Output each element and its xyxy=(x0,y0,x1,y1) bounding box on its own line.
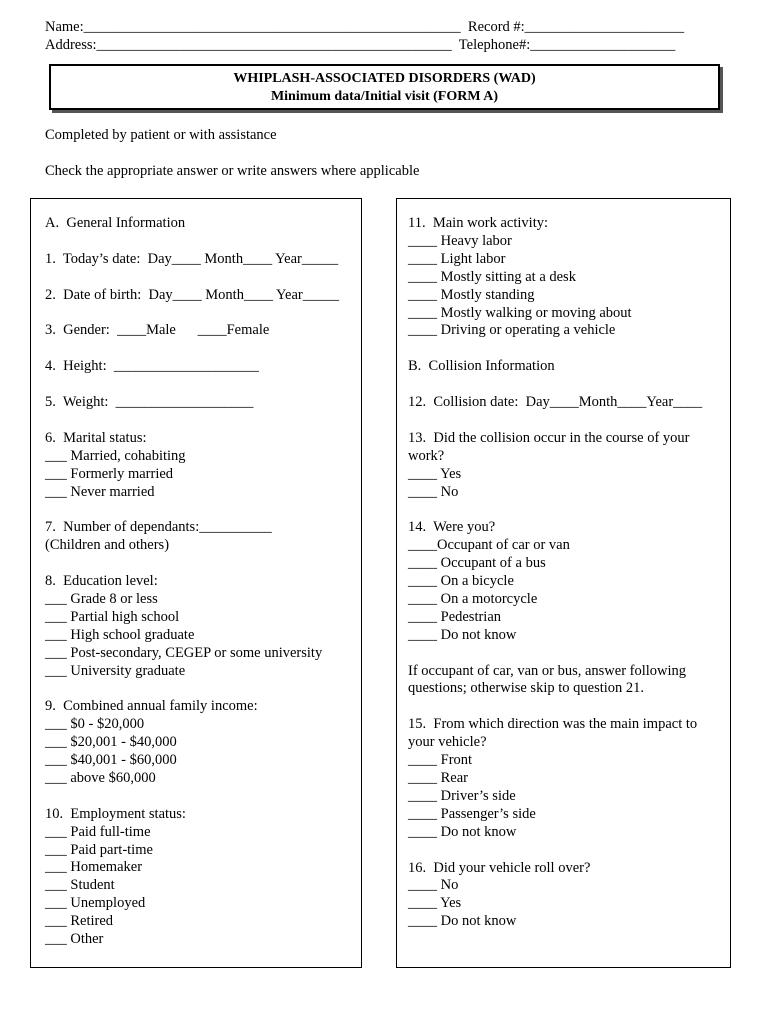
spacer xyxy=(45,788,361,806)
form-text-line: 10. Employment status: xyxy=(45,805,186,822)
form-text-line: 13. Did the collision occur in the course of your xyxy=(408,429,690,446)
form-text-line: 15. From which direction was the main impact to xyxy=(408,716,698,733)
form-field-line[interactable]: ____ Mostly sitting at a desk xyxy=(408,268,576,285)
form-field-line[interactable]: ___ Formerly married xyxy=(45,465,174,482)
form-field-line[interactable]: ____ Heavy labor xyxy=(408,232,512,249)
form-text-line: 16. Did your vehicle roll over? xyxy=(408,859,591,876)
form-field-line[interactable]: 1. Today’s date: Day____ Month____ Year_____ xyxy=(45,250,339,267)
form-field-line[interactable]: ____ Driver’s side xyxy=(408,787,516,804)
form-field-line[interactable]: 5. Weight: ___________________ xyxy=(45,393,254,410)
form-field-line[interactable]: ____ Mostly walking or moving about xyxy=(408,304,632,321)
form-title: WHIPLASH-ASSOCIATED DISORDERS (WAD) xyxy=(233,71,536,86)
form-field-line[interactable]: ___ Paid part-time xyxy=(45,841,153,858)
form-text-line: questions; otherwise skip to question 21. xyxy=(408,680,645,697)
form-field-line[interactable]: ____ On a bicycle xyxy=(408,573,514,590)
form-field-line[interactable]: ___ $40,001 - $60,000 xyxy=(45,752,177,769)
form-text-line: 14. Were you? xyxy=(408,519,496,536)
form-field-line[interactable]: ___ Post-secondary, CEGEP or some university xyxy=(45,644,323,661)
form-text-line: B. Collision Information xyxy=(408,358,555,375)
form-field-line[interactable]: ____ On a motorcycle xyxy=(408,590,538,607)
form-field-line[interactable]: ____Occupant of car or van xyxy=(408,537,570,554)
form-field-line[interactable]: ___ Married, cohabiting xyxy=(45,447,186,464)
spacer xyxy=(408,501,722,519)
form-field-line[interactable]: ____ Do not know xyxy=(408,913,517,930)
form-field-line[interactable]: 3. Gender: ____Male ____Female xyxy=(45,322,270,339)
form-field-line[interactable]: ___ Grade 8 or less xyxy=(45,590,158,607)
spacer xyxy=(45,233,361,251)
form-field-line[interactable]: 7. Number of dependants:__________ xyxy=(45,519,272,536)
form-field-line[interactable]: ___ Paid full-time xyxy=(45,823,151,840)
spacer xyxy=(45,555,361,573)
form-field-line[interactable]: ____ Light labor xyxy=(408,250,506,267)
form-subtitle: Minimum data/Initial visit (FORM A) xyxy=(270,89,499,104)
form-text-line: 11. Main work activity: xyxy=(408,215,549,231)
form-field-line[interactable]: ___ Homemaker xyxy=(45,859,143,876)
form-field-line[interactable]: ___ Never married xyxy=(45,483,155,500)
spacer xyxy=(45,501,361,519)
form-field-line[interactable]: 4. Height: ____________________ xyxy=(45,358,259,375)
form-field-line[interactable]: ___ Retired xyxy=(45,913,114,930)
left-column-panel xyxy=(30,198,362,968)
spacer xyxy=(408,340,722,358)
form-field-line[interactable]: ___ $0 - $20,000 xyxy=(45,716,145,733)
form-field-line[interactable]: ____ Do not know xyxy=(408,626,517,643)
spacer xyxy=(45,269,361,287)
form-field-line[interactable]: ____ Mostly standing xyxy=(408,286,535,303)
form-title-box xyxy=(49,64,720,110)
form-text-line: 8. Education level: xyxy=(45,573,158,589)
intro-completed-by: Completed by patient or with assistance xyxy=(45,127,277,143)
form-field-line[interactable]: 12. Collision date: Day____Month____Year____ xyxy=(408,394,703,411)
form-field-line[interactable]: ___ Partial high school xyxy=(45,608,180,625)
form-field-line[interactable]: ___ above $60,000 xyxy=(45,769,156,786)
form-text-line: (Children and others) xyxy=(45,537,170,554)
form-field-line[interactable]: ___ Unemployed xyxy=(45,895,146,912)
form-field-line[interactable]: ____ Front xyxy=(408,752,473,769)
form-field-line[interactable]: ____ Do not know xyxy=(408,823,517,840)
form-field-line[interactable]: ____ Rear xyxy=(408,770,468,786)
name-record-line[interactable]: Name:____________________________________________________ Record #:______________________ xyxy=(45,19,685,35)
form-field-line[interactable]: ___ Other xyxy=(45,931,104,948)
form-text-line: work? xyxy=(408,447,445,464)
spacer xyxy=(408,645,722,663)
form-text-line: 6. Marital status: xyxy=(45,429,147,446)
spacer xyxy=(45,376,361,394)
spacer xyxy=(408,842,722,860)
form-field-line[interactable]: ____ Passenger’s side xyxy=(408,805,536,822)
spacer xyxy=(45,305,361,323)
form-field-line[interactable]: ____ No xyxy=(408,483,459,500)
form-field-line[interactable]: ____ Driving or operating a vehicle xyxy=(408,322,616,339)
form-text-line: If occupant of car, van or bus, answer following xyxy=(408,662,687,679)
form-field-line[interactable]: ___ Student xyxy=(45,877,115,894)
spacer xyxy=(45,680,361,698)
form-field-line[interactable]: ____ Yes xyxy=(408,895,462,912)
form-field-line[interactable]: ___ $20,001 - $40,000 xyxy=(45,734,177,751)
form-field-line[interactable]: ___ University graduate xyxy=(45,662,186,679)
form-field-line[interactable]: ____ Yes xyxy=(408,465,462,482)
right-column-panel xyxy=(396,198,731,968)
form-text-line: 9. Combined annual family income: xyxy=(45,698,258,715)
spacer xyxy=(408,698,722,716)
spacer xyxy=(45,340,361,358)
form-text-line: your vehicle? xyxy=(408,734,487,751)
form-field-line[interactable]: 2. Date of birth: Day____ Month____ Year_____ xyxy=(45,286,340,303)
spacer xyxy=(45,412,361,430)
form-field-line[interactable]: ____ No xyxy=(408,877,459,894)
spacer xyxy=(408,412,722,430)
address-telephone-line[interactable]: Address:_________________________________________________ Telephone#:____________________ xyxy=(45,37,676,53)
spacer xyxy=(408,376,722,394)
form-text-line: A. General Information xyxy=(45,215,186,231)
form-field-line[interactable]: ____ Pedestrian xyxy=(408,608,502,625)
form-field-line[interactable]: ___ High school graduate xyxy=(45,626,195,643)
intro-instructions: Check the appropriate answer or write answers where applicable xyxy=(45,163,420,179)
form-field-line[interactable]: ____ Occupant of a bus xyxy=(408,555,546,572)
